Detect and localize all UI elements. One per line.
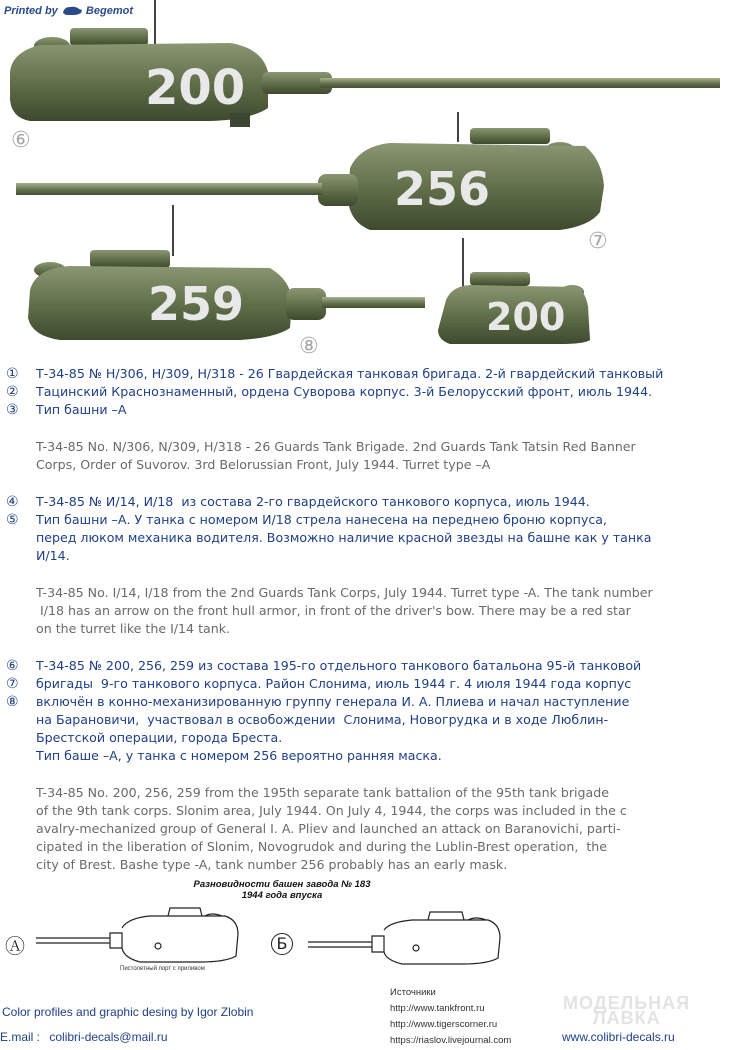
- sources-block: [390, 985, 511, 1049]
- diagram-title: [172, 879, 392, 901]
- turret-profiles: [0, 0, 733, 360]
- watermark-line1: МОДЕЛЬНАЯ: [563, 993, 691, 1013]
- marker-8: ⑧: [299, 334, 319, 359]
- credits-text: Color profiles and graphic desing by Igor Zlobin: [2, 1005, 254, 1019]
- section-2-numbers: [6, 493, 19, 529]
- number-8: ⑧: [6, 694, 19, 710]
- section-3-ru-text: Т-34-85 № 200, 256, 259 из состава 195-го отдельного танкового батальона 95-й танковой бригады 9-го танкового корпуса. Район Слонима, июль 1944 г. 4 июля 1944 года корпус включён в конно-механизированную группу генерала И. А. Плиева и начал наступление на Барановичи, участвовал в освобождении Слонима, Новогрудка и в ходе Люблин- Брестской операции, города Бреста. Тип баше –А, у танка с номером 256 вероятно ранняя маска.: [36, 658, 642, 763]
- turret-200-front: [438, 238, 590, 344]
- source-link-3[interactable]: https://riaslov.livejournal.com: [390, 1035, 512, 1046]
- marker-7: ⑦: [588, 229, 608, 254]
- variant-a-label: Ⓐ: [5, 934, 25, 958]
- section-1-en-text: T-34-85 No. N/306, N/309, H/318 - 26 Guards Tank Brigade. 2nd Guards Tank Tatsin Red Banner Corps, Order of Suvorov. 3rd Belorussian Front, July 1944. Turret type –A: [36, 439, 636, 472]
- sources-title: Источники: [390, 987, 436, 998]
- watermark-line2: ЛАВКА: [593, 1008, 661, 1028]
- email-line: [0, 1030, 168, 1044]
- section-3-en-text: T-34-85 No. 200, 256, 259 from the 195th separate tank battalion of the 95th tank brigade of the 9th tank corps. Slonim area, July 1944. On July 4, 1944, the corps was included in the c avalry-mechanized group of General I. A. Pliev and launched an attack on Baranovichi, parti- cipated in the liberation of Slonim, Novogrudok and during the Lublin-Brest operation, the city of Brest. Bashe type -A, tank number 256 probably has an early mask.: [36, 785, 627, 872]
- number-3: ③: [6, 402, 19, 418]
- section-3-numbers: [6, 657, 19, 711]
- email-label: E.mail :: [0, 1030, 41, 1044]
- section-2-ru-text: Т-34-85 № И/14, И/18 из состава 2-го гвардейского танкового корпуса, июль 1944. Тип башни –А. У танка с номером И/18 стрела нанесена на переднею броню корпуса, перед люком механика водителя. Возможно наличие красной звезды на башне как у танка И/14.: [36, 494, 652, 563]
- marker-6: ⑥: [11, 128, 31, 153]
- website-link[interactable]: www.colibri-decals.ru: [562, 1030, 675, 1044]
- turret-number-256: 256: [394, 162, 491, 216]
- watermark: [563, 993, 691, 1028]
- turret-number-200: 200: [145, 60, 246, 116]
- turret-number-259: 259: [148, 277, 245, 331]
- source-link-1[interactable]: http://www.tankfront.ru: [390, 1003, 485, 1014]
- turret-number-200-front: 200: [486, 295, 566, 339]
- number-2: ②: [6, 384, 19, 400]
- number-4: ④: [6, 494, 19, 510]
- printed-by-label: Printed by: [4, 5, 58, 18]
- turret-line-drawings: [0, 900, 733, 975]
- turret-a-drawing: [36, 908, 238, 962]
- section-2-en-text: T-34-85 No. I/14, I/18 from the 2nd Guards Tank Corps, July 1944. Turret type -A. The tank number I/18 has an arrow on the front hull armor, in front of the driver's bow. There may be a red star on the turret like the I/14 tank.: [36, 585, 653, 636]
- pistol-port-label: Пистолетный порт с приливом: [120, 966, 205, 972]
- number-7: ⑦: [6, 676, 19, 692]
- brand-name: Begemot: [85, 5, 133, 18]
- email-link[interactable]: colibri-decals@mail.ru: [49, 1030, 168, 1044]
- turret-200: [10, 0, 720, 127]
- turret-256: [16, 112, 604, 230]
- number-5: ⑤: [6, 512, 19, 528]
- section-1-numbers: [6, 365, 19, 419]
- diagram-title-line1: Разновидности башен завода № 183: [193, 879, 371, 890]
- number-6: ⑥: [6, 658, 19, 674]
- section-1-ru-text: Т-34-85 № Н/306, Н/309, Н/318 - 26 Гвардейская танковая бригада. 2-й гвардейский танковый Тацинский Краснознаменный, ордена Суворова корпус. 3-й Белорусский фронт, июль 1944. Тип башни –А: [36, 366, 664, 417]
- diagram-title-line2: 1944 года впуска: [241, 890, 323, 901]
- number-1: ①: [6, 366, 19, 382]
- variant-b-label: Б: [271, 933, 293, 955]
- turret-b-drawing: [308, 912, 500, 964]
- source-link-2[interactable]: http://www.tigerscorner.ru: [390, 1019, 498, 1030]
